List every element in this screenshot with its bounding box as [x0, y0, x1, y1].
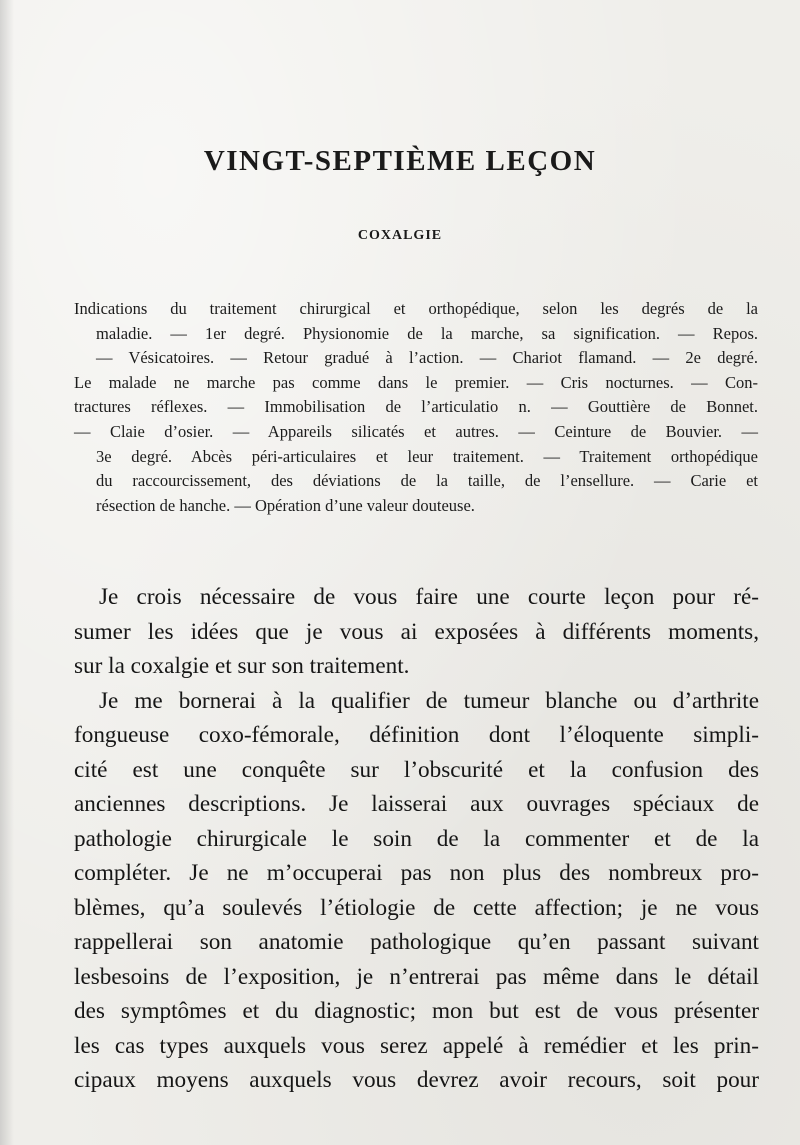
summary-line: — Claie d’osier. — Appareils silicatés et autres. — Ceinture de Bouvier. — — [74, 421, 758, 441]
lesson-body — [74, 580, 759, 1098]
lesson-subtitle: COXALGIE — [357, 228, 443, 243]
summary-line: maladie. — 1er degré. Physionomie de la marche, sa signification. — Repos. — [96, 323, 758, 343]
body-line: Je crois nécessaire de vous faire une courte leçon pour ré- — [99, 584, 759, 610]
body-line: cité est une conquête sur l’obscurité et la confusion des — [74, 756, 759, 783]
summary-line: Le malade ne marche pas comme dans le premier. — Cris nocturnes. — Con- — [74, 372, 758, 392]
body-line: compléter. Je ne m’occuperai pas non plus des nombreux pro- — [74, 860, 759, 886]
summary-line: tractures réflexes. — Immobilisation de l’articulatio n. — Gouttière de Bonnet. — [74, 397, 758, 417]
body-line: les cas types auxquels vous serez appelé à remédier et les prin- — [74, 1032, 759, 1059]
summary-line: Indications du traitement chirurgical et orthopédique, selon les degrés de la — [74, 299, 758, 318]
body-line: Je me bornerai à la qualifier de tumeur blanche ou d’arthrite — [99, 687, 759, 714]
body-line: anciennes descriptions. Je laisserai aux ouvrages spéciaux de — [74, 791, 759, 817]
summary-line: — Vésicatoires. — Retour gradué à l’action. — Chariot flamand. — 2e degré. — [96, 348, 758, 368]
lesson-summary — [74, 297, 758, 518]
summary-line: 3e degré. Abcès péri-articulaires et leur traitement. — Traitement orthopédique — [96, 446, 758, 466]
body-line: fongueuse coxo-fémorale, définition dont l’éloquente simpli- — [74, 722, 759, 748]
lesson-title: VINGT-SEPTIÈME LEÇON — [203, 145, 597, 177]
body-line: sumer les idées que je vous ai exposées à différents moments, — [74, 618, 759, 645]
summary-line: du raccourcissement, des déviations de la taille, de l’ensellure. — Carie et — [96, 471, 758, 491]
summary-line: résection de hanche. — Opération d’une valeur douteuse. — [96, 495, 475, 515]
body-line: sur la coxalgie et sur son traitement. — [74, 653, 410, 679]
body-line: blèmes, qu’a soulevés l’étiologie de cette affection; je ne vous — [74, 894, 759, 921]
body-line: rappellerai son anatomie pathologique qu’en passant suivant — [74, 929, 759, 955]
body-line: pathologie chirurgicale le soin de la commenter et de la — [74, 825, 759, 852]
body-line: lesbesoins de l’exposition, je n’entrerai pas même dans le détail — [74, 963, 759, 990]
body-line: des symptômes et du diagnostic; mon but est de vous présenter — [74, 998, 759, 1024]
body-line: cipaux moyens auxquels vous devrez avoir recours, soit pour — [74, 1067, 759, 1093]
